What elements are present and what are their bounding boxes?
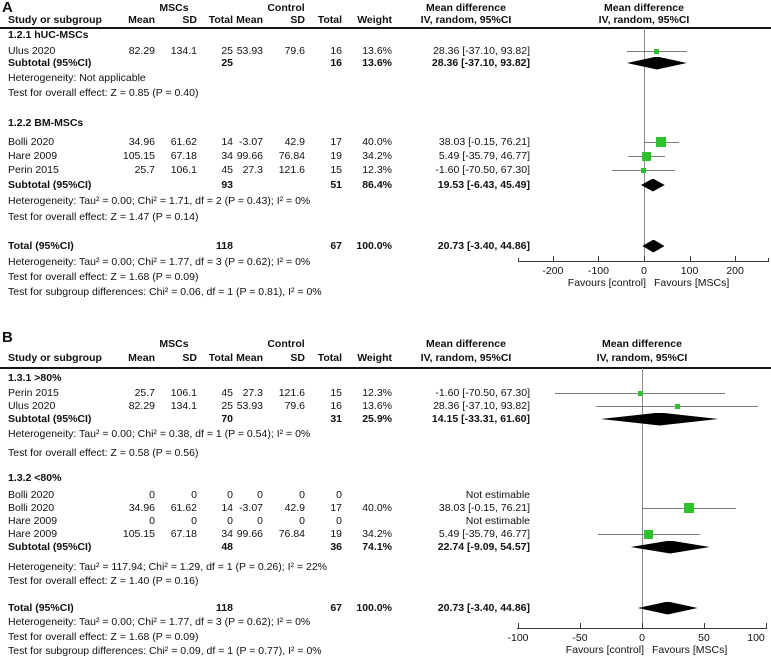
- effect-header-plot: Mean difference: [604, 2, 684, 14]
- col-total-msc: Total: [208, 14, 233, 26]
- axis-tick-label: 0: [641, 265, 647, 277]
- favours-left-label: Favours [control]: [565, 644, 644, 656]
- cell-t1: 93: [221, 179, 233, 191]
- stats-note: Heterogeneity: Tau² = 0.00; Chi² = 1.77, df = 3 (P = 0.62); I² = 0%: [8, 616, 311, 628]
- axis-tick: [580, 623, 581, 629]
- study-name: Perin 2015: [8, 387, 59, 399]
- cell-s2: 121.6: [278, 164, 305, 176]
- col-sd-msc: SD: [182, 14, 197, 26]
- axis-tick-label: 100: [747, 632, 765, 644]
- effect-marker: [641, 168, 646, 173]
- control-group-header: Control: [267, 338, 305, 350]
- cell-t1: 0: [227, 489, 233, 501]
- cell-t1: 70: [221, 413, 233, 425]
- cell-t1: 0: [227, 515, 233, 527]
- cell-m2: 27.3: [242, 164, 263, 176]
- cell-s1: 134.1: [170, 400, 197, 412]
- col-sd-ctl: SD: [290, 14, 305, 26]
- cell-ci: -1.60 [-70.50, 67.30]: [435, 164, 530, 176]
- study-name: Bolli 2020: [8, 502, 55, 514]
- cell-w: 74.1%: [362, 541, 392, 553]
- col-mean-msc: Mean: [128, 352, 155, 364]
- cell-s1: 67.18: [170, 528, 197, 540]
- col-sd-msc: SD: [182, 352, 197, 364]
- effect-header-stats: Mean difference: [426, 338, 506, 350]
- study-name: Total (95%CI): [8, 240, 74, 252]
- axis-tick: [735, 256, 736, 262]
- axis-tick: [704, 623, 705, 629]
- treatment-group-header: MSCs: [159, 2, 189, 14]
- col-weight: Weight: [357, 352, 392, 364]
- cell-s2: 121.6: [278, 387, 305, 399]
- study-name: Hare 2009: [8, 515, 58, 527]
- cell-m1: 0: [149, 489, 155, 501]
- axis-endcap: [518, 258, 519, 262]
- axis-tick-label: 200: [726, 265, 744, 277]
- stats-note: Heterogeneity: Tau² = 0.00; Chi² = 0.38, df = 1 (P = 0.54); I² = 0%: [8, 428, 311, 440]
- cell-t2: 51: [330, 179, 342, 191]
- stats-note: Test for overall effect: Z = 1.47 (P = 0.14): [8, 211, 199, 223]
- favours-left-label: Favours [control]: [567, 277, 646, 289]
- stats-note: Test for subgroup differences: Chi² = 0.06, df = 1 (P = 0.81), I² = 0%: [8, 286, 322, 298]
- stats-note: Test for overall effect: Z = 1.40 (P = 0.16): [8, 575, 199, 587]
- col-ci-plot: IV, random, 95%CI: [596, 352, 688, 364]
- cell-w: 100.0%: [356, 602, 392, 614]
- cell-s2: 79.6: [284, 45, 305, 57]
- axis-endcap: [768, 258, 769, 262]
- effect-marker: [642, 152, 651, 161]
- axis-tick: [766, 623, 767, 629]
- cell-ci: 20.73 [-3.40, 44.86]: [437, 240, 530, 252]
- cell-s2: 79.6: [284, 400, 305, 412]
- subgroup-heading: 1.2.2 BM-MSCs: [8, 117, 84, 129]
- cell-t2: 36: [330, 541, 342, 553]
- axis-tick-label: -50: [572, 632, 588, 644]
- cell-s2: 42.9: [284, 502, 305, 514]
- cell-t2: 16: [330, 400, 342, 412]
- cell-t2: 67: [330, 602, 342, 614]
- study-name: Subtotal (95%CI): [8, 413, 92, 425]
- study-name: Ulus 2020: [8, 45, 56, 57]
- cell-m1: 34.96: [128, 136, 155, 148]
- cell-w: 12.3%: [362, 164, 392, 176]
- cell-ci: 28.36 [-37.10, 93.82]: [431, 57, 530, 69]
- cell-t2: 0: [336, 515, 342, 527]
- effect-marker: [684, 503, 694, 513]
- cell-t2: 31: [330, 413, 342, 425]
- cell-w: 40.0%: [362, 502, 392, 514]
- cell-ci: 38.03 [-0.15, 76.21]: [438, 136, 530, 148]
- col-total-ctl: Total: [317, 352, 342, 364]
- cell-s1: 61.62: [170, 136, 197, 148]
- col-ci-stats: IV, random, 95%CI: [420, 14, 512, 26]
- effect-marker: [656, 137, 666, 147]
- cell-ci: 28.36 [-37.10, 93.82]: [433, 45, 530, 57]
- cell-s1: 0: [191, 515, 197, 527]
- cell-t2: 19: [330, 528, 342, 540]
- cell-w: 34.2%: [362, 528, 392, 540]
- effect-marker: [644, 530, 653, 539]
- col-mean-msc: Mean: [128, 14, 155, 26]
- panel-label: A: [2, 0, 13, 16]
- cell-ci: 14.15 [-33.31, 61.60]: [431, 413, 530, 425]
- cell-t1: 25: [221, 45, 233, 57]
- cell-m1: 105.15: [122, 528, 155, 540]
- cell-ci: 5.49 [-35.79, 46.77]: [438, 150, 530, 162]
- study-name: Bolli 2020: [8, 489, 55, 501]
- control-group-header: Control: [267, 2, 305, 14]
- cell-ci: Not estimable: [465, 489, 530, 501]
- cell-m1: 105.15: [122, 150, 155, 162]
- cell-m1: 34.96: [128, 502, 155, 514]
- cell-t1: 14: [221, 136, 233, 148]
- cell-t1: 34: [221, 150, 233, 162]
- x-axis: [518, 261, 768, 262]
- cell-t2: 17: [330, 136, 342, 148]
- stats-note: Heterogeneity: Not applicable: [8, 72, 146, 84]
- stats-note: Heterogeneity: Tau² = 117.94; Chi² = 1.29, df = 1 (P = 0.26); I² = 22%: [8, 561, 327, 573]
- zero-line: [642, 368, 643, 628]
- cell-ci: 28.36 [-37.10, 93.82]: [433, 400, 530, 412]
- cell-m1: 0: [149, 515, 155, 527]
- axis-tick: [553, 256, 554, 262]
- cell-t1: 118: [216, 240, 233, 252]
- stats-note: Test for overall effect: Z = 1.68 (P = 0.09): [8, 271, 199, 283]
- cell-w: 25.9%: [362, 413, 392, 425]
- cell-m1: 25.7: [134, 387, 155, 399]
- cell-m2: -3.07: [239, 136, 263, 148]
- axis-tick-label: 50: [698, 632, 710, 644]
- cell-w: 86.4%: [362, 179, 392, 191]
- cell-s1: 106.1: [170, 164, 197, 176]
- col-ci-stats: IV, random, 95%CI: [420, 352, 512, 364]
- effect-marker: [675, 404, 680, 409]
- cell-s2: 0: [299, 489, 305, 501]
- cell-m2: 99.66: [236, 528, 263, 540]
- cell-t1: 118: [216, 602, 233, 614]
- col-sd-ctl: SD: [290, 352, 305, 364]
- cell-m2: 53.93: [236, 400, 263, 412]
- header-rule: [0, 367, 771, 369]
- cell-w: 40.0%: [362, 136, 392, 148]
- cell-t1: 25: [221, 57, 233, 69]
- axis-tick: [642, 623, 643, 629]
- cell-m1: 82.29: [128, 45, 155, 57]
- cell-w: 34.2%: [362, 150, 392, 162]
- cell-w: 13.6%: [362, 45, 392, 57]
- col-total-msc: Total: [208, 352, 233, 364]
- col-total-ctl: Total: [317, 14, 342, 26]
- study-name: Hare 2009: [8, 528, 58, 540]
- cell-t2: 15: [330, 164, 342, 176]
- cell-s2: 42.9: [284, 136, 305, 148]
- cell-s1: 0: [191, 489, 197, 501]
- col-ci-plot: IV, random, 95%CI: [598, 14, 690, 26]
- cell-w: 13.6%: [362, 57, 392, 69]
- cell-ci: Not estimable: [465, 515, 530, 527]
- stats-note: Heterogeneity: Tau² = 0.00; Chi² = 1.71, df = 2 (P = 0.43); I² = 0%: [8, 195, 311, 207]
- study-name: Ulus 2020: [8, 400, 56, 412]
- cell-w: 12.3%: [362, 387, 392, 399]
- cell-m2: -3.07: [239, 502, 263, 514]
- cell-ci: 38.03 [-0.15, 76.21]: [438, 502, 530, 514]
- cell-ci: 19.53 [-6.43, 45.49]: [437, 179, 530, 191]
- axis-tick-label: -100: [587, 265, 609, 277]
- axis-tick: [518, 623, 519, 629]
- study-name: Subtotal (95%CI): [8, 541, 92, 553]
- cell-t2: 19: [330, 150, 342, 162]
- favours-right-label: Favours [MSCs]: [654, 277, 730, 289]
- cell-t2: 17: [330, 502, 342, 514]
- study-name: Perin 2015: [8, 164, 59, 176]
- study-name: Bolli 2020: [8, 136, 55, 148]
- cell-s1: 106.1: [170, 387, 197, 399]
- cell-s1: 61.62: [170, 502, 197, 514]
- cell-t1: 34: [221, 528, 233, 540]
- cell-s2: 76.84: [278, 150, 305, 162]
- cell-s1: 67.18: [170, 150, 197, 162]
- cell-m2: 53.93: [236, 45, 263, 57]
- axis-tick-label: 0: [639, 632, 645, 644]
- cell-t1: 14: [221, 502, 233, 514]
- cell-ci: 20.73 [-3.40, 44.86]: [437, 602, 530, 614]
- cell-w: 13.6%: [362, 400, 392, 412]
- header-rule: [0, 27, 771, 29]
- stats-note: Test for overall effect: Z = 0.58 (P = 0.56): [8, 447, 199, 459]
- axis-tick-label: -100: [507, 632, 529, 644]
- cell-t2: 16: [330, 57, 342, 69]
- effect-marker: [638, 391, 643, 396]
- cell-t1: 48: [221, 541, 233, 553]
- effect-header-stats: Mean difference: [426, 2, 506, 14]
- total-diamond: [642, 240, 664, 253]
- cell-t2: 16: [330, 45, 342, 57]
- subgroup-heading: 1.3.1 >80%: [8, 372, 62, 384]
- cell-s2: 76.84: [278, 528, 305, 540]
- study-name: Subtotal (95%CI): [8, 57, 92, 69]
- stats-note: Test for subgroup differences: Chi² = 0.09, df = 1 (P = 0.77), I² = 0%: [8, 645, 322, 657]
- cell-t2: 67: [330, 240, 342, 252]
- total-diamond: [638, 602, 698, 615]
- axis-tick-label: 100: [680, 265, 699, 277]
- cell-t2: 15: [330, 387, 342, 399]
- stats-note: Test for overall effect: Z = 1.68 (P = 0.09): [8, 631, 199, 643]
- subtotal-diamond: [601, 413, 719, 426]
- axis-tick: [598, 256, 599, 262]
- effect-marker: [654, 49, 659, 54]
- stats-note: Test for overall effect: Z = 0.85 (P = 0.40): [8, 87, 199, 99]
- cell-m2: 99.66: [236, 150, 263, 162]
- study-name: Hare 2009: [8, 150, 58, 162]
- cell-m2: 0: [257, 489, 263, 501]
- col-study: Study or subgroup: [8, 352, 102, 364]
- cell-t1: 45: [221, 387, 233, 399]
- favours-right-label: Favours [MSCs]: [652, 644, 728, 656]
- col-mean-ctl: Mean: [236, 352, 263, 364]
- cell-ci: 5.49 [-35.79, 46.77]: [438, 528, 530, 540]
- subgroup-heading: 1.3.2 <80%: [8, 472, 62, 484]
- cell-t1: 45: [221, 164, 233, 176]
- col-study: Study or subgroup: [8, 14, 102, 26]
- study-name: Subtotal (95%CI): [8, 179, 92, 191]
- cell-s2: 0: [299, 515, 305, 527]
- effect-header-plot: Mean difference: [602, 338, 682, 350]
- cell-t2: 0: [336, 489, 342, 501]
- axis-tick-label: -200: [542, 265, 564, 277]
- subtotal-diamond: [627, 57, 687, 70]
- subgroup-heading: 1.2.1 hUC-MSCs: [8, 29, 89, 41]
- treatment-group-header: MSCs: [159, 338, 189, 350]
- col-mean-ctl: Mean: [236, 14, 263, 26]
- panel-label: B: [2, 329, 13, 346]
- axis-tick: [690, 256, 691, 262]
- study-name: Total (95%CI): [8, 602, 74, 614]
- cell-m2: 27.3: [242, 387, 263, 399]
- cell-m2: 0: [257, 515, 263, 527]
- cell-m1: 82.29: [128, 400, 155, 412]
- stats-note: Heterogeneity: Tau² = 0.00; Chi² = 1.77, df = 3 (P = 0.62); I² = 0%: [8, 256, 311, 268]
- cell-s1: 134.1: [170, 45, 197, 57]
- axis-tick: [644, 256, 645, 262]
- cell-ci: -1.60 [-70.50, 67.30]: [435, 387, 530, 399]
- col-weight: Weight: [357, 14, 392, 26]
- cell-w: 100.0%: [356, 240, 392, 252]
- cell-ci: 22.74 [-9.09, 54.57]: [437, 541, 530, 553]
- cell-t1: 25: [221, 400, 233, 412]
- cell-m1: 25.7: [134, 164, 155, 176]
